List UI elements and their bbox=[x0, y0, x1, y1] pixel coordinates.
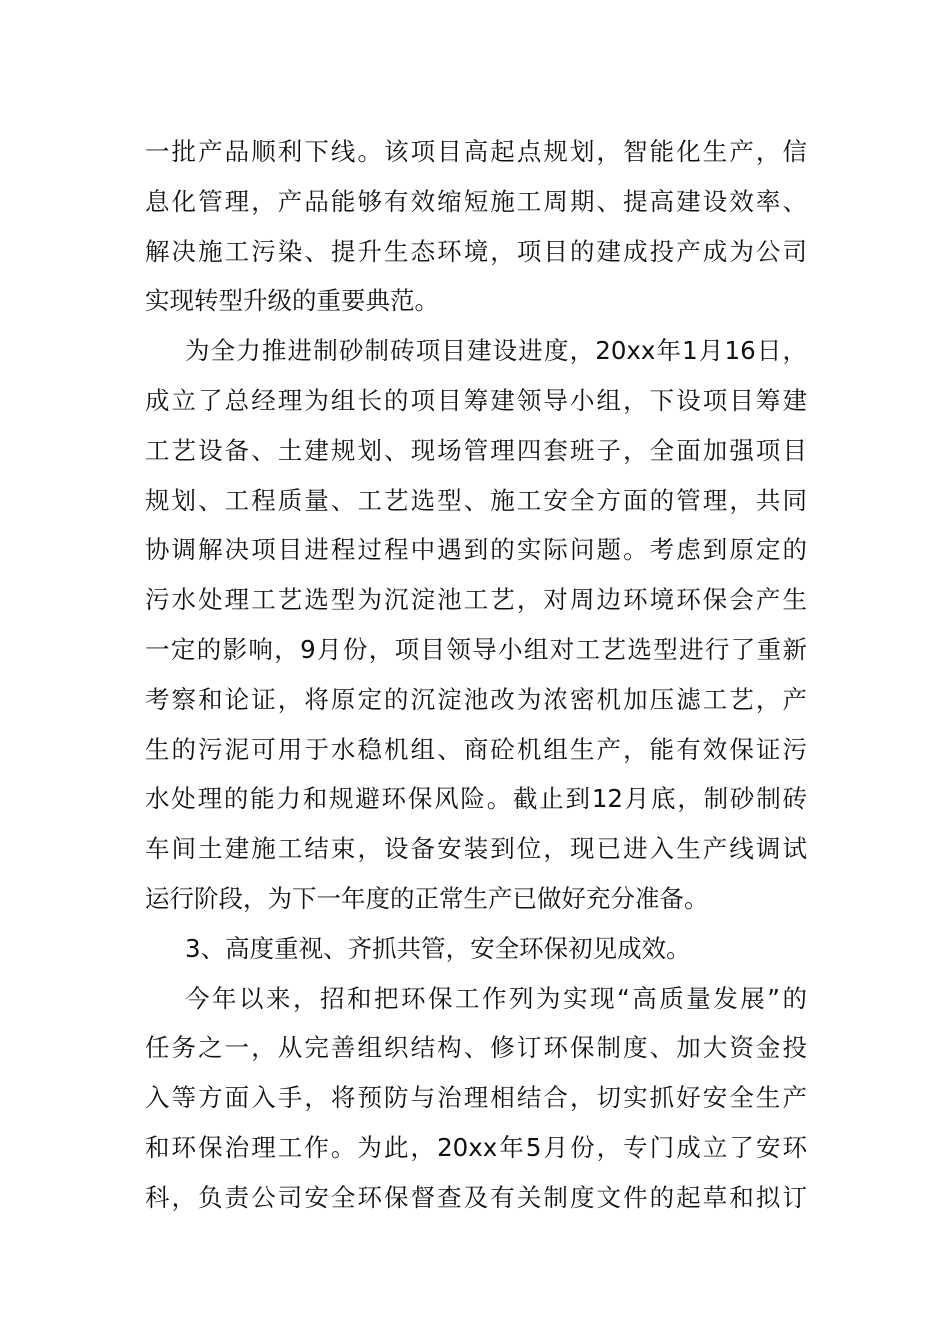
paragraph-start-line: 为全力推进制砂制砖项目建设进度，20xx年1月16日， bbox=[185, 336, 807, 366]
text-line: 解决施工污染、提升生态环境，项目的建成投产成为公司 bbox=[145, 236, 807, 266]
text-line: 协调解决项目进程过程中遇到的实际问题。考虑到原定的 bbox=[145, 535, 807, 565]
text-line: 考察和论证，将原定的沉淀池改为浓密机加压滤工艺，产 bbox=[145, 684, 807, 714]
text-line: 实现转型升级的重要典范。 bbox=[145, 286, 439, 316]
text-line: 入等方面入手，将预防与治理相结合，切实抓好安全生产 bbox=[145, 1083, 807, 1113]
text-line: 成立了总经理为组长的项目筹建领导小组，下设项目筹建 bbox=[145, 385, 807, 415]
text-line: 一批产品顺利下线。该项目高起点规划，智能化生产，信 bbox=[145, 137, 807, 166]
text-line: 车间土建施工结束，设备安装到位，现已进入生产线调试 bbox=[145, 834, 807, 864]
section-heading: 3、高度重视、齐抓共管，安全环保初见成效。 bbox=[185, 933, 691, 963]
text-line: 和环保治理工作。为此，20xx年5月份，专门成立了安环 bbox=[145, 1132, 807, 1162]
text-line: 工艺设备、土建规划、现场管理四套班子，全面加强项目 bbox=[145, 435, 807, 465]
document-page bbox=[145, 127, 807, 1223]
text-line: 息化管理，产品能够有效缩短施工周期、提高建设效率、 bbox=[145, 186, 807, 216]
paragraph-start-line: 今年以来，招和把环保工作列为实现“高质量发展”的 bbox=[185, 983, 807, 1013]
text-line: 运行阶段，为下一年度的正常生产已做好充分准备。 bbox=[145, 883, 709, 913]
text-line: 污水处理工艺选型为沉淀池工艺，对周边环境环保会产生 bbox=[145, 585, 807, 615]
text-line: 科，负责公司安全环保督查及有关制度文件的起草和拟订 bbox=[145, 1182, 807, 1212]
text-line: 任务之一，从完善组织结构、修订环保制度、加大资金投 bbox=[145, 1033, 807, 1063]
text-line: 水处理的能力和规避环保风险。截止到12月底，制砂制砖 bbox=[145, 784, 807, 814]
text-line: 生的污泥可用于水稳机组、商砼机组生产，能有效保证污 bbox=[145, 734, 807, 764]
text-line: 一定的影响，9月份，项目领导小组对工艺选型进行了重新 bbox=[145, 634, 807, 664]
text-line: 规划、工程质量、工艺选型、施工安全方面的管理，共同 bbox=[145, 485, 807, 515]
